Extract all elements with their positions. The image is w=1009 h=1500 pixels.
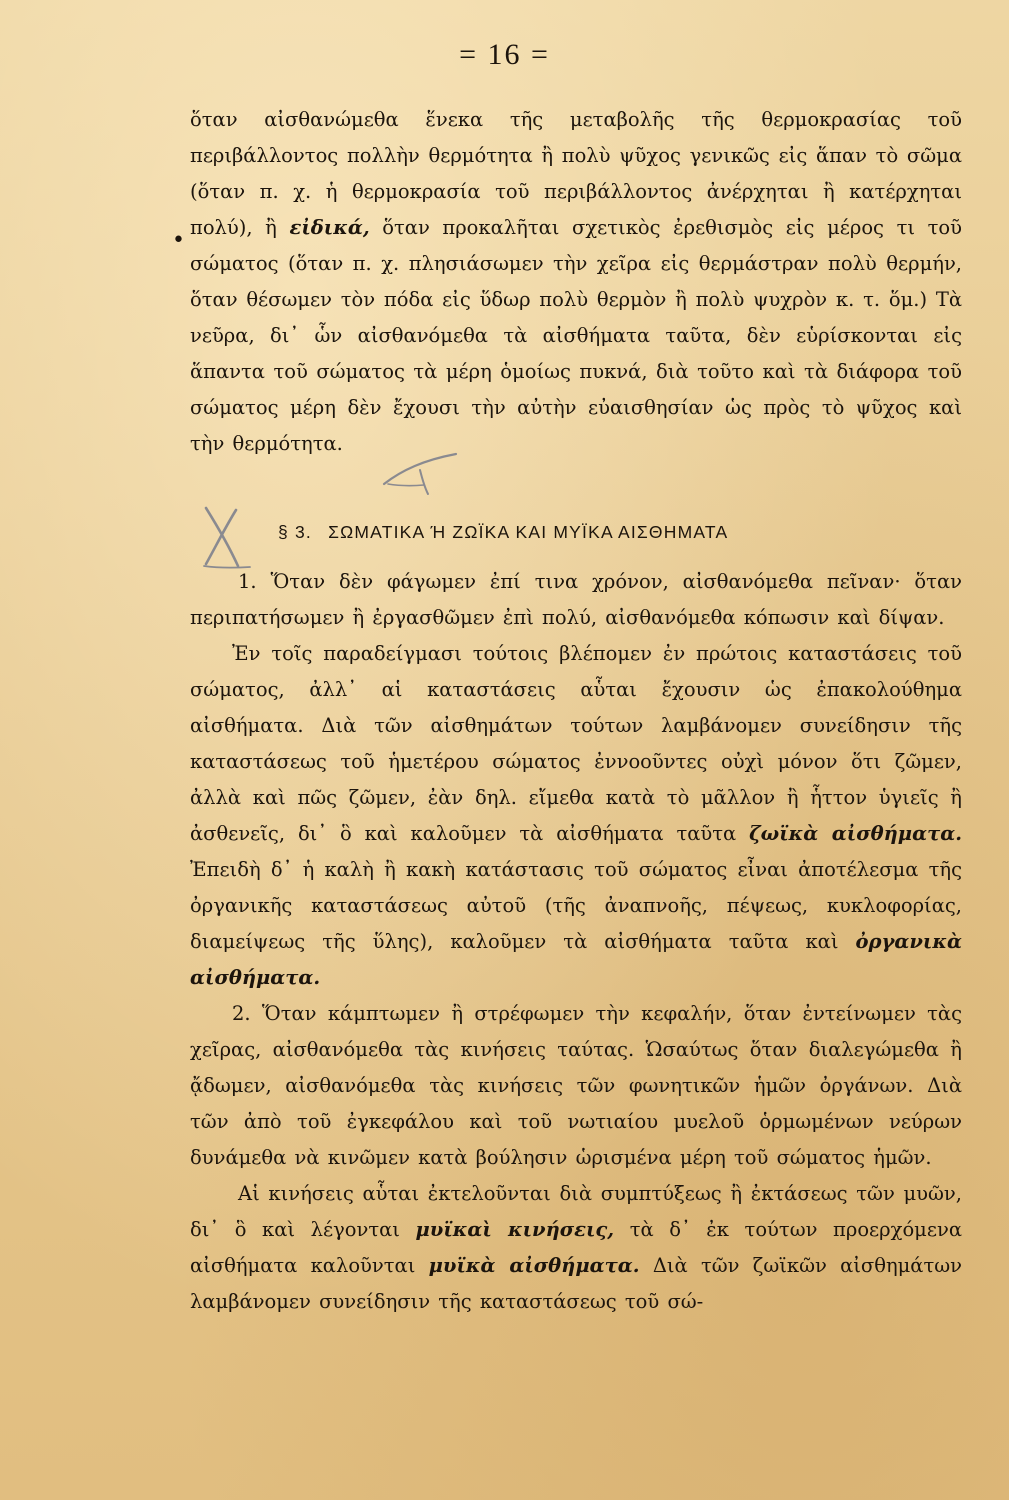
paragraph-text-middle: τὰ δ᾽ ἐκ τούτων προερχόμενα αἰσθήματα καλοῦνται (190, 1218, 962, 1277)
margin-dot-mark: • (172, 228, 185, 253)
paragraph-thermal-sensations (190, 102, 962, 462)
page-number: = 16 = (459, 38, 550, 71)
paragraph-organic-sensations (190, 636, 962, 996)
paragraph-text: 2. Ὅταν κάμπτωμεν ἢ στρέφωμεν τὴν κεφαλήν, ὅταν ἐντείνωμεν τὰς χεῖρας, αἰσθανόμεθα τὰς κινήσεις ταύτας. Ὡσαύτως ὅταν διαλεγώμεθα ἢ ᾄδωμεν, αἰσθανόμεθα τὰς κινήσεις τῶν φωνητικῶν ἡμῶν ὀργάνων. Διὰ τῶν ἀπὸ τοῦ ἐγκεφάλου καὶ τοῦ νωτιαίου μυελοῦ ὁρμωμένων νεύρων δυνάμεθα νὰ κινῶμεν κατὰ βούλησιν ὡρισμένα μέρη τοῦ σώματος ἡμῶν. (190, 1002, 962, 1169)
paragraph-text-middle: Ἐπειδὴ δ᾽ ἡ καλὴ ἢ κακὴ κατάστασις τοῦ σώματος εἶναι ἀποτέλεσμα τῆς ὀργανικῆς καταστάσεως αὐτοῦ (τῆς ἀναπνοῆς, πέψεως, κυκλοφορίας, διαμείψεως τῆς ὕλης), καλοῦμεν τὰ αἰσθήματα ταῦτα καὶ (190, 858, 962, 953)
section-heading (278, 518, 978, 546)
section-title: ΣΩΜΑΤΙΚΑ Ή ΖΩΪΚΑ ΚΑΙ ΜΥΪΚΑ ΑΙΣΘΗΜΑΤΑ (328, 522, 729, 542)
paragraph-text: Αἱ κινήσεις αὗται ἐκτελοῦνται διὰ συμπτύξεως ἢ ἐκτάσεως τῶν μυῶν, δι᾽ ὃ καὶ λέγονται (190, 1182, 962, 1241)
cross-mark-icon (372, 440, 462, 500)
emphasis-myikai-kiniseis: μυϊκαὶ κινήσεις, (415, 1218, 615, 1241)
section-body (190, 564, 962, 1320)
paragraph-muscular-sensations (190, 1176, 962, 1320)
paragraph-hunger-fatigue (190, 564, 962, 636)
section-number: § 3. (278, 522, 312, 542)
paragraph-text: ὅταν αἰσθανώμεθα ἕνεκα τῆς μεταβολῆς τῆς θερμοκρασίας τοῦ περιβάλλοντος πολλὴν θερμότητα ἢ πολὺ ψῦχος γενικῶς εἰς ἅπαν τὸ σῶμα (ὅταν π. χ. ἡ θερμοκρασία τοῦ περιβάλλοντος ἀνέρχηται ἢ κατέρχηται πολύ), ἢ (190, 108, 962, 239)
paragraph-text: Ἐν τοῖς παραδείγμασι τούτοις βλέπομεν ἐν πρώτοις καταστάσεις τοῦ σώματος, ἀλλ᾽ αἱ καταστάσεις αὗται ἔχουσιν ὡς ἐπακολούθημα αἰσθήματα. Διὰ τῶν αἰσθημάτων τούτων λαμβάνομεν συνείδησιν τῆς καταστάσεως τοῦ ἡμετέρου σώματος ἐννοοῦντες οὐχὶ μόνον ὅτι ζῶμεν, ἀλλὰ καὶ πῶς ζῶμεν, ἐὰν δηλ. εἴμεθα κατὰ τὸ μᾶλλον ἢ ἧττον ὑγιεῖς ἢ ἀσθενεῖς, δι᾽ ὃ καὶ καλοῦμεν τὰ αἰσθήματα ταῦτα (190, 642, 962, 845)
paragraph-text-continued: ὅταν προκαλῆται σχετικὸς ἐρεθισμὸς εἰς μέρος τι τοῦ σώματος (ὅταν π. χ. πλησιάσωμεν τὴν χεῖρα εἰς θερμάστραν πολὺ θερμήν, ὅταν θέσωμεν τὸν πόδα εἰς ὕδωρ πολὺ θερμὸν ἢ πολὺ ψυχρὸν κ. τ. ὅμ.) Τὰ νεῦρα, δι᾽ ὧν αἰσθανόμεθα τὰ αἰσθήματα ταῦτα, δὲν εὑρίσκονται εἰς ἅπαντα τοῦ σώματος τὰ μέρη ὁμοίως πυκνά, διὰ τοῦτο καὶ τὰ διάφορα τοῦ σώματος μέρη δὲν ἔχουσι τὴν αὐτὴν εὐαισθησίαν ὡς πρὸς τὸ ψῦχος καὶ τὴν θερμότητα. (190, 216, 962, 455)
emphasis-eidika: εἰδικά, (289, 216, 370, 239)
paragraph-movements (190, 996, 962, 1176)
emphasis-zoika: ζωϊκὰ αἰσθήματα. (749, 822, 962, 845)
paragraph-text: 1. Ὅταν δὲν φάγωμεν ἐπί τινα χρόνον, αἰσθανόμεθα πεῖναν· ὅταν περιπατήσωμεν ἢ ἐργασθῶμεν ἐπὶ πολύ, αἰσθανόμεθα κόπωσιν καὶ δίψαν. (190, 570, 962, 629)
emphasis-organika: ὀργανικὰ αἰσθήματα. (190, 930, 962, 989)
emphasis-myika-aisthimata: μυϊκὰ αἰσθήματα. (428, 1254, 640, 1277)
paragraph-text-continued: Διὰ τῶν ζωϊκῶν αἰσθημάτων λαμβάνομεν συνείδησιν τῆς καταστάσεως τοῦ σώ- (190, 1254, 963, 1313)
